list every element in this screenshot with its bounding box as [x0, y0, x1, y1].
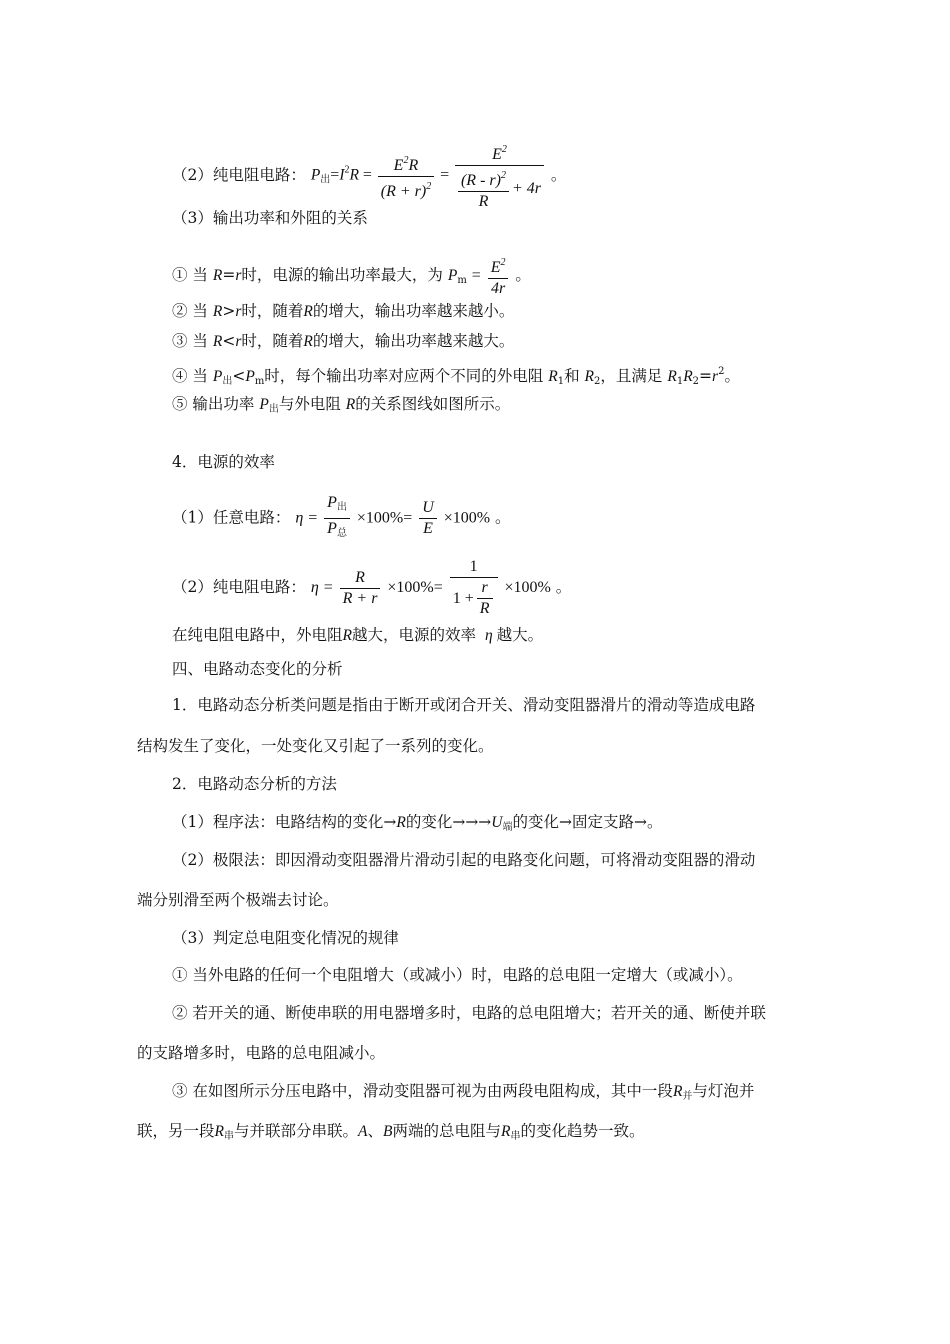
fraction-e2-4r: $\frac{E^2}{4r}$ — [488, 253, 509, 299]
line-output-power-pure: （2）纯电阻电路： $P_出=I^2R$ = $\frac{E^2R}{(R + r)^2}$ = $E^2$ $\frac{(R - r)^2}{R}$ + 4r 。 — [172, 140, 566, 212]
label: （2）纯电阻电路： — [172, 166, 306, 184]
fraction-pout-ptotal: $\frac{P_出}{P_总}$ — [324, 493, 350, 544]
line-efficiency-note: 在纯电阻电路中，外电阻R越大，电源的效率 η 越大。 — [172, 626, 544, 644]
rule-3a: ③ 在如图所示分压电路中，滑动变阻器可视为由两段电阻构成，其中一段$R_并$与灯泡并 — [172, 1082, 755, 1102]
fraction-e2r: $\frac{E^2R}{(R + r)^2}$ — [378, 151, 434, 202]
heading-efficiency: 4．电源的效率 — [172, 453, 275, 471]
line-r-less: ③ 当 R<r时，随着R的增大，输出功率越来越大。 — [172, 332, 515, 350]
line-max-power: ① 当 R=r时，电源的输出功率最大，为 $P_m$ = $\frac{E^2}{4r}$ 。 — [172, 253, 531, 299]
fraction-r-rplusr: $\frac{R}{R + r}$ — [340, 568, 381, 609]
paragraph-limit-a: （2）极限法：即因滑动变阻器滑片滑动引起的电路变化问题，可将滑动变阻器的滑动 — [172, 851, 756, 869]
heading-power-resistance: （3）输出功率和外阻的关系 — [172, 209, 368, 227]
formula: $P_出=I^2R$ = $\frac{E^2R}{(R + r)^2}$ = $E^2$ $\frac{(R - r)^2}{R}$ + 4r — [311, 140, 546, 212]
line-efficiency-pure: （2）纯电阻电路： η = $\frac{R}{R + r}$ ×100%= 1 1 + $\frac{r}{R}$ ×100% 。 — [172, 558, 572, 617]
rule-2b: 的支路增多时，电路的总电阻减小。 — [137, 1044, 386, 1062]
line-two-resistors: ④ 当 $P_出<P_m$时，每个输出功率对应两个不同的外电阻 $R_1$和 $R_2$，且满足 $R_1R_2=r^2$。 — [172, 366, 740, 387]
paragraph-1a: 1．电路动态分析类问题是指由于断开或闭合开关、滑动变阻器滑片的滑动等造成电路 — [172, 696, 756, 714]
fraction-one-over: 1 1 + $\frac{r}{R}$ — [450, 557, 498, 619]
fraction-u-e: $\frac{U}{E}$ — [419, 498, 437, 539]
line-r-greater: ② 当 R>r时，随着R的增大，输出功率越来越小。 — [172, 302, 515, 320]
heading-section-four: 四、电路动态变化的分析 — [172, 660, 343, 678]
line-power-graph: ⑤ 输出功率 $P_出$与外电阻 R的关系图线如图所示。 — [172, 395, 511, 415]
line-efficiency-any: （1）任意电路： η = $\frac{P_出}{P_总}$ ×100%= $\frac{U}{E}$ ×100% 。 — [172, 493, 511, 544]
fraction-e2-complex: $E^2$ $\frac{(R - r)^2}{R}$ + 4r — [455, 140, 544, 212]
heading-method: 2．电路动态分析的方法 — [172, 775, 337, 793]
rule-3b: 联，另一段$R_串$与并联部分串联。A、B两端的总电阻与$R_串$的变化趋势一致。 — [137, 1122, 645, 1142]
paragraph-limit-b: 端分别滑至两个极端去讨论。 — [137, 891, 339, 909]
paragraph-1b: 结构发生了变化，一处变化又引起了一系列的变化。 — [137, 737, 494, 755]
line-program-method: （1）程序法：电路结构的变化→R的变化$\to\to\to U_端$的变化→固定支路→。 — [172, 813, 663, 833]
rule-2a: ② 若开关的通、断使串联的用电器增多时，电路的总电阻增大；若开关的通、断使并联 — [172, 1004, 766, 1022]
rule-1: ① 当外电路的任何一个电阻增大（或减小）时，电路的总电阻一定增大（或减小）。 — [172, 966, 743, 984]
heading-rules: （3）判定总电阻变化情况的规律 — [172, 929, 399, 947]
